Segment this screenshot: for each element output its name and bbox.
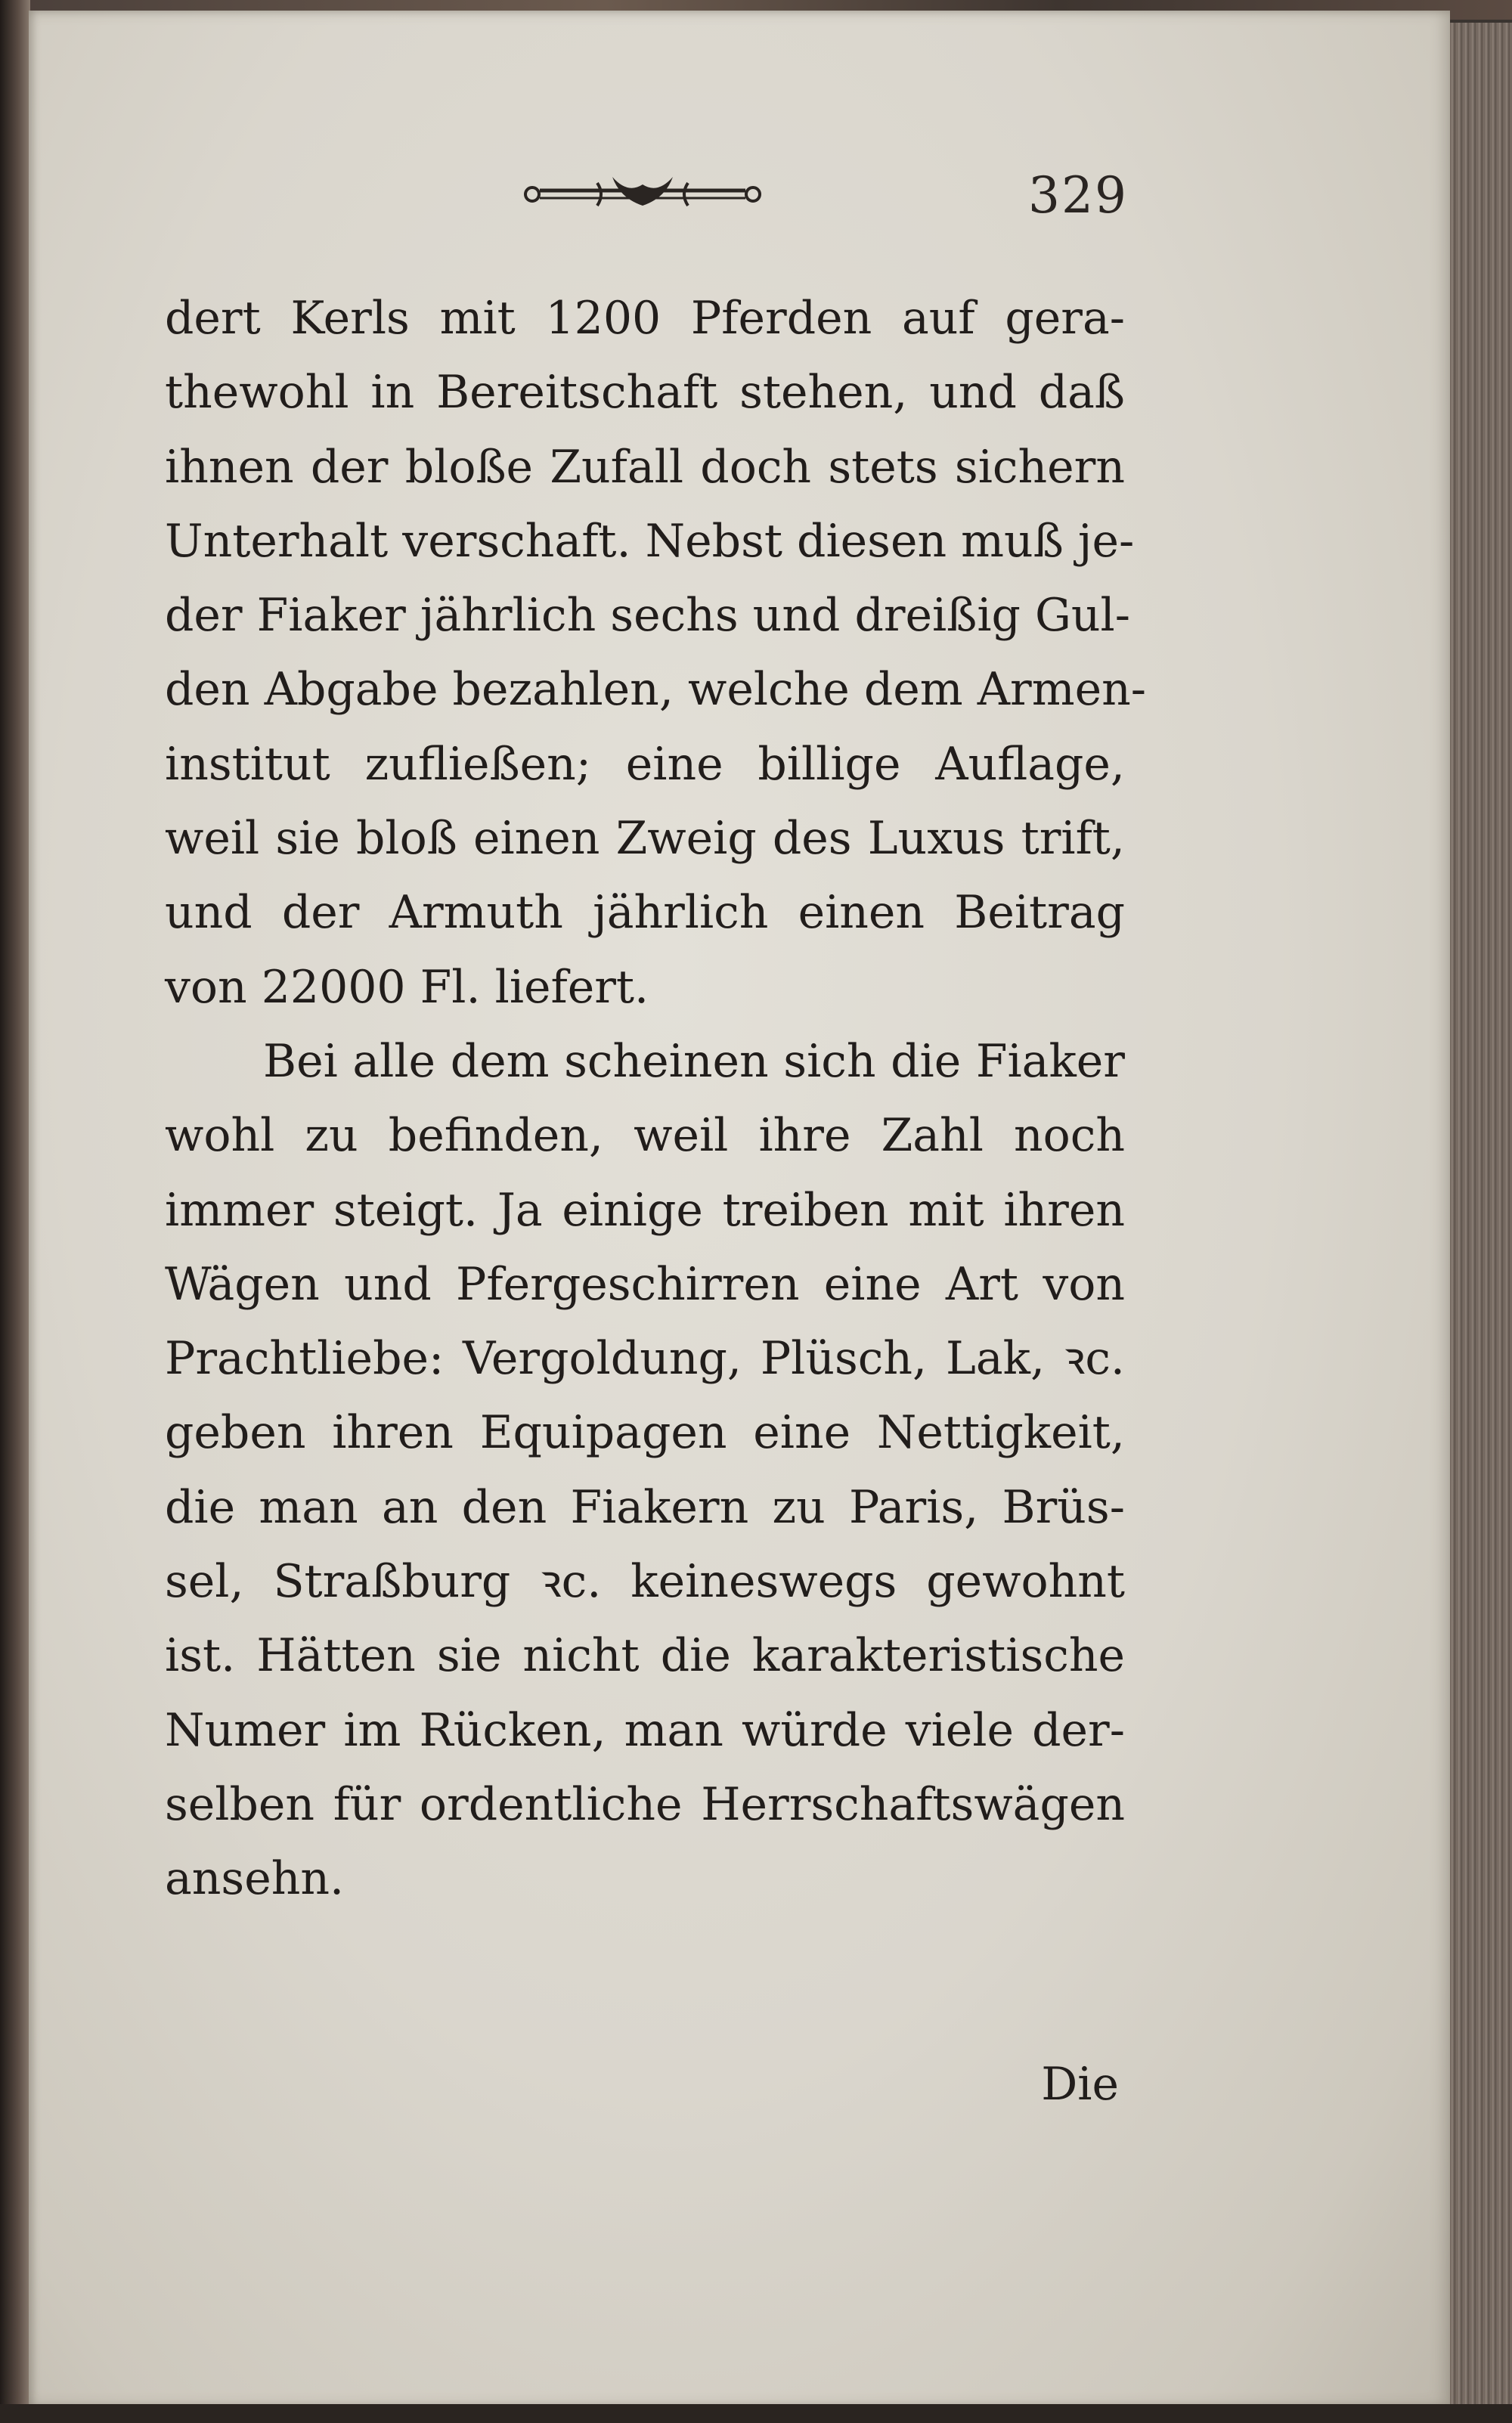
text-line: wohl zu befinden, weil ihre Zahl noch xyxy=(165,1109,1125,1163)
paragraph-2 xyxy=(165,1024,1125,1916)
text-line: institut zufließen; eine billige Auflage, xyxy=(165,737,1125,791)
text-line: weil sie bloß einen Zweig des Luxus trift, xyxy=(165,812,1125,866)
catchword: Die xyxy=(1041,2058,1119,2111)
text-line: der Fiaker jährlich sechs und dreißig Gul- xyxy=(165,589,1131,643)
text-line: dert Kerls mit 1200 Pferden auf gera- xyxy=(165,292,1125,345)
text-line: und der Armuth jährlich einen Beitrag xyxy=(165,886,1125,940)
text-line: den Abgabe bezahlen, welche dem Armen- xyxy=(165,663,1147,717)
text-line: ist. Hätten sie nicht die karakteristische xyxy=(165,1629,1125,1683)
page-number: 329 xyxy=(1028,166,1128,225)
text-line: Unterhalt verschaft. Nebst diesen muß je- xyxy=(165,514,1135,568)
text-line: Bei alle dem scheinen sich die Fiaker xyxy=(263,1034,1125,1088)
text-line: Numer im Rücken, man würde viele der- xyxy=(165,1703,1125,1757)
text-line: selben für ordentliche Herrschaftswägen xyxy=(165,1777,1125,1831)
body-text xyxy=(165,281,1147,1916)
text-line: immer steigt. Ja einige treiben mit ihren xyxy=(165,1183,1125,1237)
text-line: die man an den Fiakern zu Paris, Brüs- xyxy=(165,1480,1125,1534)
text-line: Wägen und Pfergeschirren eine Art von xyxy=(165,1257,1125,1311)
text-line: ansehn. xyxy=(165,1852,345,1906)
text-line: ihnen der bloße Zufall doch stets sichern xyxy=(165,440,1125,494)
text-line: geben ihren Equipagen eine Nettigkeit, xyxy=(165,1406,1125,1460)
ornament-icon xyxy=(522,168,764,221)
text-line: thewohl in Bereitschaft stehen, und daß xyxy=(165,366,1125,420)
page-edges xyxy=(1450,23,1512,2412)
binding-bottom-edge xyxy=(0,2404,1512,2423)
binding-gutter xyxy=(0,0,30,2423)
text-line: sel, Straßburg ꝛc. keineswegs gewohnt xyxy=(165,1555,1125,1609)
text-line: von 22000 Fl. liefert. xyxy=(165,960,649,1014)
paragraph-1 xyxy=(165,281,1147,1024)
text-line: Prachtliebe: Vergoldung, Plüsch, Lak, ꝛc. xyxy=(165,1332,1125,1386)
